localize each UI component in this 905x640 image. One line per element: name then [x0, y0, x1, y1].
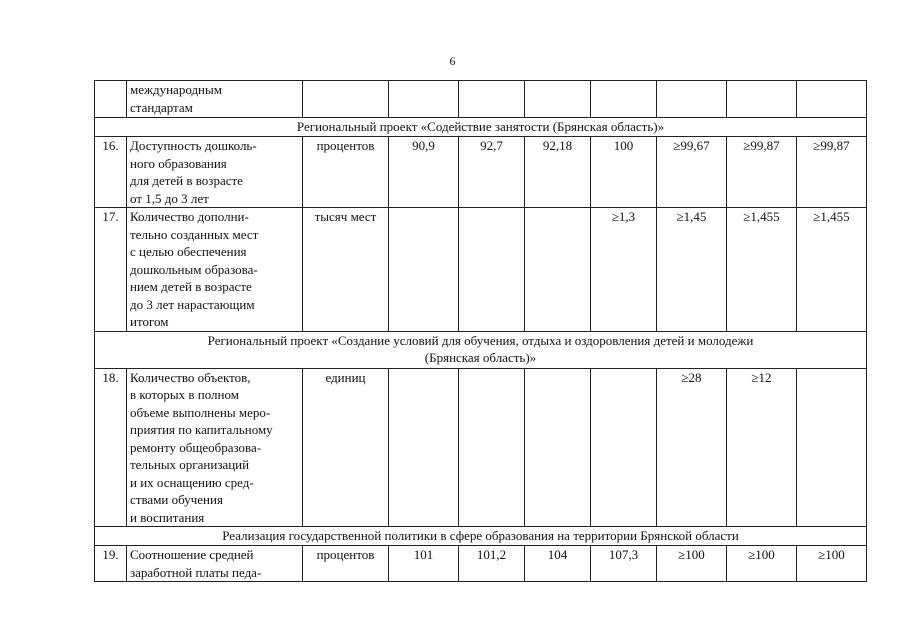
indicator-name-line: Количество объектов,	[130, 369, 251, 385]
value-cell	[727, 81, 797, 118]
indicator-name-line: заработной платы педа-	[130, 564, 262, 580]
table-row	[95, 81, 867, 118]
indicator-name-line: объеме выполнены меро-	[130, 404, 271, 420]
table-row	[95, 546, 867, 582]
indicator-name-line: Соотношение средней	[130, 547, 254, 562]
table-row	[95, 368, 867, 527]
indicator-name-line: приятия по капитальному	[130, 422, 273, 437]
unit-cell	[303, 81, 389, 118]
value-cell	[525, 368, 591, 527]
value-cell: ≥99,87	[727, 137, 797, 208]
section-title-line: (Брянская область)»	[424, 350, 537, 365]
value-cell: ≥99,67	[657, 137, 727, 208]
indicator-name-cell	[127, 81, 303, 118]
indicator-name-line: до 3 лет нарастающим	[130, 296, 255, 312]
value-cell	[389, 208, 459, 332]
section-row	[95, 331, 867, 368]
section-title: Реализация государственной политики в сфере образования на территории Брянской области	[95, 527, 867, 546]
value-cell	[797, 81, 867, 118]
indicator-name-cell	[127, 368, 303, 527]
value-cell: ≥100	[797, 546, 867, 582]
value-cell	[591, 81, 657, 118]
indicator-name-line: международным	[130, 82, 222, 97]
value-cell: ≥12	[727, 368, 797, 527]
indicator-name-line: в которых в полном	[130, 387, 239, 402]
section-title: Региональный проект «Содействие занятости (Брянская область)»	[95, 118, 867, 137]
page-number: 6	[449, 54, 456, 68]
value-cell	[459, 368, 525, 527]
value-cell: ≥1,45	[657, 208, 727, 332]
indicators-table	[94, 80, 867, 582]
indicator-name-line: ного образования	[130, 155, 227, 171]
indicator-name-line: ствами обучения	[130, 492, 223, 507]
indicator-name-line: с целью обеспечения	[130, 244, 247, 259]
table-row	[95, 208, 867, 332]
value-cell: 90,9	[389, 137, 459, 208]
indicator-name-line: дошкольным образова-	[130, 261, 258, 277]
indicator-name-line: Доступность дошколь-	[130, 138, 257, 153]
row-number-cell: 19.	[95, 546, 127, 582]
row-number-cell: 17.	[95, 208, 127, 332]
value-cell	[657, 81, 727, 118]
row-number-cell: 16.	[95, 137, 127, 208]
value-cell: 92,18	[525, 137, 591, 208]
value-cell: 101	[389, 546, 459, 582]
value-cell: ≥28	[657, 368, 727, 527]
value-cell: 107,3	[591, 546, 657, 582]
section-row	[95, 527, 867, 546]
section-row	[95, 118, 867, 137]
indicator-name-cell	[127, 137, 303, 208]
value-cell: 101,2	[459, 546, 525, 582]
indicator-name-cell	[127, 546, 303, 582]
value-cell: ≥1,455	[797, 208, 867, 332]
value-cell: 104	[525, 546, 591, 582]
indicator-name-line: от 1,5 до 3 лет	[130, 190, 209, 206]
indicator-name-line: для детей в возрасте	[130, 173, 243, 188]
value-cell: ≥1,455	[727, 208, 797, 332]
table-row	[95, 137, 867, 208]
value-cell	[525, 208, 591, 332]
value-cell	[525, 81, 591, 118]
indicator-name-line: итогом	[130, 314, 169, 329]
unit-cell: процентов	[303, 546, 389, 582]
indicator-name-line: нием детей в возрасте	[130, 279, 252, 294]
value-cell	[459, 81, 525, 118]
value-cell	[797, 368, 867, 527]
value-cell: ≥100	[657, 546, 727, 582]
indicator-name-line: ремонту общеобразова-	[130, 439, 262, 455]
section-title	[95, 331, 867, 368]
row-number-cell: 18.	[95, 368, 127, 527]
value-cell	[591, 368, 657, 527]
indicator-name-line: Количество дополни-	[130, 209, 249, 224]
value-cell: ≥1,3	[591, 208, 657, 332]
unit-cell: процентов	[303, 137, 389, 208]
indicator-name-line: тельных организаций	[130, 457, 250, 472]
unit-cell: единиц	[303, 368, 389, 527]
indicator-name-line: стандартам	[130, 99, 193, 115]
indicator-name-line: и воспитания	[130, 509, 205, 525]
unit-cell: тысяч мест	[303, 208, 389, 332]
value-cell	[459, 208, 525, 332]
value-cell: ≥100	[727, 546, 797, 582]
value-cell: 100	[591, 137, 657, 208]
value-cell	[389, 368, 459, 527]
row-number-cell	[95, 81, 127, 118]
section-title-line: Региональный проект «Создание условий для обучения, отдыха и оздоровления детей и молодежи	[207, 332, 754, 348]
value-cell: ≥99,87	[797, 137, 867, 208]
indicator-name-cell	[127, 208, 303, 332]
indicator-name-line: тельно созданных мест	[130, 226, 259, 242]
value-cell: 92,7	[459, 137, 525, 208]
value-cell	[389, 81, 459, 118]
indicator-name-line: и их оснащению сред-	[130, 474, 254, 490]
